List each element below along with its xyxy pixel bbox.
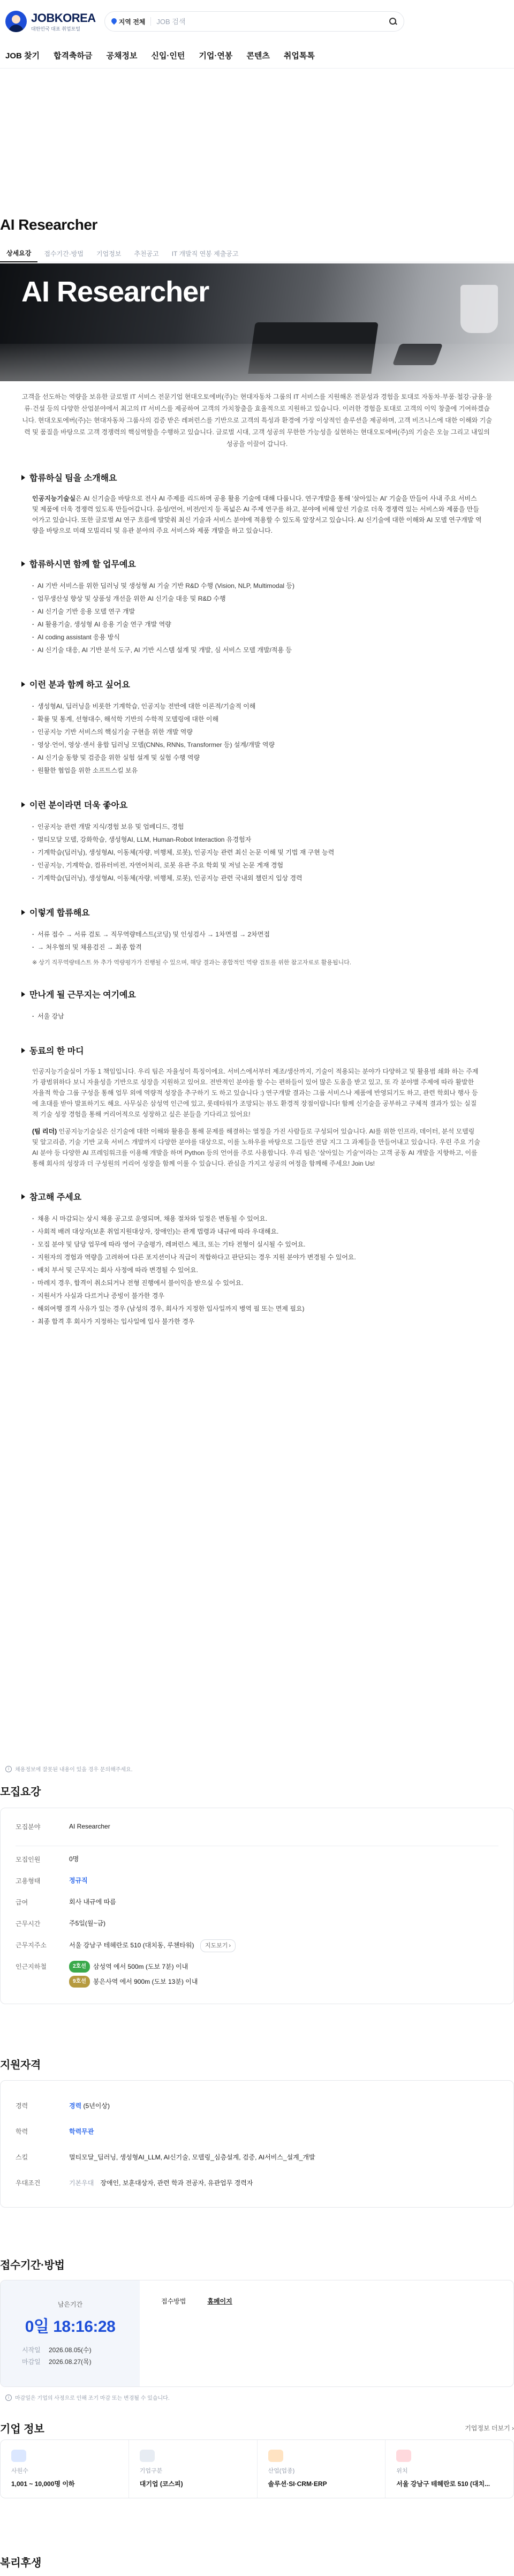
section-colleague	[21, 1044, 493, 1169]
preferred-value: 장애인, 보훈대상자, 관련 학과 전공자, 유관업무 경력자	[100, 2179, 253, 2187]
company-cell-value: 1,001 ~ 10,000명 이하	[11, 2480, 75, 2488]
list-item: · 사회적 배려 대상자(보훈 취업지원대상자, 장애인)는 관계 법령과 내규에 따라 우대해요.	[32, 1225, 482, 1238]
process-note: ※ 상기 직무역량테스트 外 추가 역량평가가 진행될 수 있으며, 해당 결과는 종합적인 역량 검토를 위한 참고자료로 활용됩니다.	[32, 960, 351, 966]
company-cell-type	[129, 2440, 258, 2498]
logo-title: JOBKOREA	[31, 11, 96, 25]
nav-item-public[interactable]: 공채정보	[106, 51, 138, 61]
req-label: 모집분야	[16, 1823, 41, 1831]
tab-detail[interactable]: 상세요강	[0, 244, 37, 262]
preferred-muted: 기본우대	[69, 2179, 94, 2187]
company-header	[0, 2420, 514, 2436]
detail-tabs	[0, 244, 514, 262]
list-item: · AI 기반 서비스를 위한 딥러닝 및 생성형 AI 기술 기반 R&D 수행 (Vision, NLP, Multimodal 등)	[32, 579, 482, 592]
list-item: · 기계학습(딥러닝), 생성형AI, 이동체(자량, 비행체, 로봇), 인공지능 관련 국내외 챌린지 입상 경력	[32, 872, 482, 885]
logo-subtitle: 대한민국 대표 취업포털	[31, 26, 80, 32]
page-title: AI Researcher	[0, 216, 97, 233]
section-title: 만나게 될 근무지는 여기예요	[29, 991, 136, 1000]
section-bullet-icon	[21, 1194, 25, 1199]
qual-label: 스킬	[16, 2153, 28, 2161]
req-label: 급여	[16, 1899, 28, 1906]
list-item: · 업무생산성 향상 및 상품성 개선을 위한 AI 신기술 대응 및 R&D 수행	[32, 592, 482, 605]
countdown-timer: 0일 18:16:28	[25, 2317, 116, 2336]
region-label: 지역 전체	[118, 18, 146, 26]
career-value: 경력	[69, 2102, 82, 2110]
nav-item-company[interactable]: 기업·연봉	[199, 51, 233, 61]
req-label: 모집인원	[16, 1856, 41, 1863]
section-title: 참고해 주세요	[29, 1193, 82, 1202]
section-title: 이렇게 합류해요	[29, 909, 90, 918]
req-label: 근무지주소	[16, 1942, 47, 1949]
qualifications-box	[0, 2080, 514, 2208]
process-step: · 서류 접수 → 서류 검토 → 직무역량테스트(코딩) 및 인성검사 → 1차면접 → 2차면접	[32, 928, 482, 941]
section-location	[21, 988, 493, 1023]
section-team	[21, 471, 493, 536]
skills-value: 멀티모달_딥러닝, 생성형AI_LLM, AI신기술, 모델링_심층설계, 검증, AI서비스_설계_개발	[69, 2153, 315, 2161]
company-cell-label: 산업(업종)	[268, 2468, 295, 2474]
search-icon[interactable]	[389, 17, 397, 26]
map-link-label: 지도보기	[205, 1943, 228, 1949]
req-row-employment	[16, 1875, 498, 1897]
qual-row-preferred	[16, 2170, 498, 2195]
info-icon: i	[5, 1766, 12, 1772]
req-row-address	[16, 1939, 498, 1961]
team-body: 은 AI 신기술을 바탕으로 전사 AI 주제를 리드하며 공용 활용 기술에 대해 다룹니다. 연구개발을 통해 '살아있는 AI' 기술을 만들어 사내 주요 서비스 및 제품에 더욱 경쟁력 있도록 만들어갑니다. 음성/언어, 비전/인지 등 폭넓은 AI 주제 연구를 하고, 분야에 비해 앞선 기술로 더욱 경쟁력 있는 서비스와 제품을 만들어가고 있습니다. 또한 글로벌 AI 연구 흐름에 발맞춰 최신 기술과 서비스 분야에 적용할 수 있도록 앞장서고 있습니다. AI 신기술에 대한 이해와 AI 모델 연구개발 역량을 바탕으로 미래 모빌리티 및 유관 분야의 주요 서비스와 제품 개발을 하고 있습니다.	[32, 495, 482, 534]
location-pin-icon	[396, 2450, 411, 2462]
req-row-subway	[16, 1961, 498, 1991]
search-bar	[104, 11, 404, 32]
tab-company[interactable]: 기업정보	[96, 250, 122, 258]
briefcase-icon	[268, 2450, 283, 2462]
station-text: 봉은사역 에서 900m (도보 13분) 이내	[93, 1978, 198, 1985]
tab-salary[interactable]: IT 개발직 연봉 제출공고	[171, 250, 239, 258]
hero-banner	[0, 263, 514, 381]
period-note	[5, 2393, 170, 2401]
req-row-salary	[16, 1897, 498, 1918]
list-item: · 최종 합격 후 회사가 지정하는 입사일에 입사 불가한 경우	[32, 1315, 482, 1328]
section-process	[21, 906, 493, 966]
qual-row-education	[16, 2118, 498, 2144]
tab-recommend[interactable]: 추천공고	[134, 250, 159, 258]
leader-label: (팀 리더)	[32, 1128, 57, 1135]
company-cell-location	[386, 2440, 513, 2498]
process-step: · → 처우협의 및 채용검진 → 최종 합격	[32, 941, 482, 954]
region-selector[interactable]	[111, 17, 146, 26]
end-date: 마감일 2026.08.27(목)	[22, 2358, 92, 2366]
leader-quote	[32, 1126, 482, 1169]
hero-cup-shape	[460, 285, 498, 333]
people-icon	[11, 2450, 26, 2462]
method-label: 접수방법	[161, 2298, 186, 2305]
section-title: 이런 분이라면 더욱 좋아요	[29, 801, 128, 810]
company-intro: 고객을 선도하는 역량을 보유한 글로벌 IT 서비스 전문기업 현대오토에버(주)는 현대자동차 그룹의 IT 서비스를 지원해온 전문성과 경험을 토대로 자동차·부품·철강·금융·물류·건설 등의 다양한 산업분야에서 최고의 IT 서비스를 제공하여 고객의 가치창출을 효율적으로 지원하고 있습니다. 이러한 경험을 토대로 고객의 이익 창출에 기여하겠습니다. 현대오토에버(주)는 현대자동차 그룹사의 검증 받은 레퍼런스를 기반으로 고객의 특성과 환경에 가장 이상적인 솔루션을 제공하며, 고객 비즈니스에 대한 이해와 기술력 및 품질을 바탕으로 고객 경쟁력의 핵심역할을 수행하고 있습니다. 글로벌 시대, 고객 성공의 무한한 가능성을 실현하는 현대오토에버(주)의 기술은 오늘 그리고 내일의 성공을 이끌어 갑니다.	[21, 393, 493, 448]
report-link[interactable]	[5, 1765, 133, 1773]
section-tasks	[21, 557, 493, 656]
req-row-field	[16, 1821, 498, 1842]
company-cell-industry	[258, 2440, 386, 2498]
section-bullet-icon	[21, 475, 25, 480]
hero-title: AI Researcher	[21, 276, 209, 308]
tab-period[interactable]: 접수기간·방법	[44, 250, 84, 258]
requirements-title: 모집요강	[0, 1786, 41, 1798]
building-icon	[140, 2450, 155, 2462]
period-box	[0, 2280, 514, 2387]
main-nav	[0, 43, 514, 69]
req-row-hours	[16, 1918, 498, 1939]
req-label: 인근지하철	[16, 1963, 47, 1970]
company-cell-label: 위치	[396, 2468, 408, 2474]
list-item: · AI coding assistant 응용 방식	[32, 631, 482, 644]
remaining-label: 남은기간	[57, 2300, 83, 2308]
apply-method	[140, 2280, 513, 2386]
list-item: · 기계학습(딥러닝), 생성형AI, 이동체(자량, 비행체, 로봇), 인공지능 관련 최신 논문 이해 및 기법 재 구현 능력	[32, 846, 482, 859]
section-bullet-icon	[21, 910, 25, 915]
qual-label: 경력	[16, 2102, 28, 2110]
search-divider	[150, 17, 151, 26]
chevron-right-icon: ›	[512, 2424, 514, 2432]
company-cell-employees	[1, 2440, 129, 2498]
list-item: · 영상·언어, 영상·센서 융합 딥러닝 모델(CNNs, RNNs, Transformer 등) 설계/개발 역량	[32, 738, 482, 751]
section-title: 합류하실 팀을 소개해요	[29, 474, 117, 483]
list-item: · 생성형AI, 딥러닝을 비롯한 기계학습, 인공지능 전반에 대한 이론적/기술적 이해	[32, 700, 482, 713]
company-cell-label: 기업구분	[139, 2468, 163, 2474]
company-title: 기업 정보	[0, 2423, 44, 2435]
list-item: · AI 활용기술, 생성형 AI 응용 기술 연구 개발 역량	[32, 618, 482, 631]
qual-row-skills	[16, 2144, 498, 2170]
section-bullet-icon	[21, 802, 25, 807]
team-name: 인공지능기술실	[32, 495, 76, 502]
company-cell-value: 솔루션·SI·CRM·ERP	[268, 2480, 327, 2488]
address-text: 서울 강남구 테헤란로 510 (대치동, 루첸타워)	[69, 1942, 194, 1949]
req-value: 정규직	[69, 1877, 88, 1884]
logo-mascot-icon	[5, 11, 27, 32]
req-label: 근무시간	[16, 1920, 41, 1928]
start-date: 시작일 2026.08.05(수)	[22, 2346, 92, 2354]
job-detail-content	[21, 391, 493, 1328]
info-icon: i	[5, 2394, 12, 2401]
nav-item-intern[interactable]: 신입·인턴	[151, 51, 185, 61]
company-cell-label: 사원수	[11, 2468, 28, 2474]
logo[interactable]	[5, 11, 96, 32]
list-item: · 채용 시 마감되는 상시 채용 공고로 운영되며, 채용 절차와 일정은 변동될 수 있어요.	[32, 1212, 482, 1225]
list-item: · 모집 분야 및 담당 업무에 따라 영어 구술평가, 레퍼런스 체크, 또는 기타 전형이 실시될 수 있어요.	[32, 1238, 482, 1251]
nav-item-talk[interactable]: 취업톡톡	[283, 51, 315, 61]
list-item: · 지원서가 사실과 다르거나 증빙이 불가한 경우	[32, 1289, 482, 1302]
station-text: 삼성역 에서 500m (도보 7분) 이내	[93, 1963, 188, 1970]
list-item: · 마레지 경우, 합격이 취소되거나 전형 진행에서 불이익을 받으실 수 있어요.	[32, 1276, 482, 1289]
list-item: · 해외여행 결격 사유가 있는 경우 (남성의 경우, 회사가 지정한 입사일까지 병역 필 또는 면제 필요)	[32, 1302, 482, 1315]
company-info-box	[0, 2439, 514, 2498]
top-header	[0, 0, 514, 43]
section-bullet-icon	[21, 682, 25, 687]
team-description	[32, 493, 482, 536]
list-item: · AI 신기술 기반 응용 모델 연구 개발	[32, 605, 482, 618]
list-item: · AI 신기술 대응, AI 기반 분석 도구, AI 기반 시스템 설계 및 개발, 심 서비스 모델 개발/적용 등	[32, 644, 482, 656]
company-more-link[interactable]: 기업정보 더보기 ›	[465, 2424, 514, 2432]
career-extra: (5년이상)	[83, 2102, 110, 2110]
location-item: · 서울 강남	[32, 1010, 482, 1023]
list-item: · 멀티모달 모델, 강화학습, 생성형AI, LLM, Human-Robot Interaction 유경험자	[32, 833, 482, 846]
req-value: 주5일(월~금)	[69, 1920, 106, 1927]
section-title: 동료의 한 마디	[29, 1047, 84, 1056]
chevron-right-icon: ›	[229, 1943, 231, 1949]
period-note-text: 마감일은 기업의 사정으로 인해 조기 마감 또는 변경될 수 있습니다.	[15, 2396, 170, 2401]
leader-body: 인공지능기술실은 신기술에 대한 이해와 활용을 통해 문제를 해결하는 열정을 가진 사람들로 구성되어 있습니다. AI를 위한 인프라, 데이터, 분석 모델링 및 알고리즘, 기술 기반 교육 서비스 개발까지 다양한 분야를 대상으로, 이를 노하우를 바탕으로 그들만 전담 지그 그 과제들을 만들어내고 있습니다. 우린 주요 기술 AI 분야 등 다양한 AI 프레임워크를 이용해 개발을 하며 Python 등의 언어를 주로 사용합니다. 우리 팀은 '살아있는 기술'이라는 고객 공동 AI 개발을 지향하고, 이를 통해 회사의 성장과 더 구성원의 커리어 성장을 함께 이룰 수 있습니다. 관심을 가지고 성공의 여정을 함께해 주세요! Join Us!	[32, 1128, 480, 1167]
nav-item-job[interactable]: JOB 찾기	[5, 51, 40, 61]
list-item: · AI 신기술 동향 및 검증을 위한 실험 설계 및 실험 수행 역량	[32, 751, 482, 764]
colleague-quote: 인공지능기술실이 가동 1 책임입니다. 우리 팀은 자율성이 특징이에요. 서비스에서부터 제조/생산까지, 기술이 적용되는 분야가 다양하고 및 활용범 쇄화 하는 주제가 광범위하다 보니 자율성을 기반으로 성장을 지원하고 있어요. 전반적인 분야를 할 수는 편하들이 있어 많은 도움을 받고 있고, 또 각 분야별 주제에 따라 활발한 자율적 학습 그룹 구성을 통해 업무 외에 역량적 성장을 추구하기 도 하고 있습니다 :) 연구개발 결과는 그룹 서비스나 제품에 반영되기도 하고, 관련 학회나 행사 등에 초대를 받아 발표하기도 해요. 사무실은 삼성역 인근에 있고, 롯데타워가 조망되는 뷰도 환경적 장점이랍니다! 함께 신기술을 공부하고 구체적 결과가 있는 실질적 기술 성장 경험을 통해 커리어적으로 성장하고 싶은 분들을 기다리고 있어요!	[32, 1068, 479, 1118]
qual-row-career	[16, 2092, 498, 2118]
report-text: 채용정보에 잘못된 내용이 있을 경우 문의해주세요.	[15, 1767, 133, 1773]
section-title: 이런 분과 함께 하고 싶어요	[29, 681, 130, 690]
period-title: 접수기간·방법	[0, 2260, 65, 2271]
section-bullet-icon	[21, 992, 25, 997]
station-item	[69, 1976, 498, 1988]
subway-line-badge: 9호선	[69, 1976, 90, 1988]
list-item: · 인공지능 관련 개발 지식/경험 보유 및 업베디드, 경험	[32, 820, 482, 833]
requirements-box	[0, 1808, 514, 2004]
homepage-apply-link[interactable]: 홈페이지	[207, 2298, 232, 2305]
list-item: · 지원자의 경험과 역량을 고려하여 다른 포지션이나 직급이 적합하다고 판단되는 경우 지원 분야가 변경될 수 있어요.	[32, 1251, 482, 1264]
section-bullet-icon	[21, 561, 25, 566]
req-label: 고용형태	[16, 1877, 41, 1885]
company-cell-value: 서울 강남구 테헤란로 510 (대치...	[396, 2480, 490, 2488]
req-row-headcount	[16, 1854, 498, 1875]
nav-item-reward[interactable]: 합격축하금	[54, 51, 93, 61]
location-pin-icon	[111, 18, 117, 25]
list-item: · 확률 및 통계, 선형대수, 해석학 기반의 수학적 모델링에 대한 이해	[32, 713, 482, 726]
section-qualifications	[21, 678, 493, 777]
education-value: 학력무관	[69, 2127, 94, 2135]
qual-label: 학력	[16, 2127, 28, 2135]
company-cell-value: 대기업 (코스피)	[139, 2480, 183, 2488]
req-value: 회사 내규에 따름	[69, 1898, 116, 1906]
list-item: · 인공지능 기반 서비스의 핵심기술 구현을 위한 개발 역량	[32, 726, 482, 738]
list-item: · 배치 부서 및 근무지는 회사 사정에 따라 변경될 수 있어요.	[32, 1264, 482, 1276]
list-item: · 인공지능, 기계학습, 컴퓨터비전, 자연어처리, 로봇 유관 주요 학회 및 저널 논문 게재 경험	[32, 859, 482, 872]
qualifications-title: 지원자격	[0, 2059, 41, 2071]
section-title: 합류하시면 함께 할 업무예요	[29, 560, 136, 569]
subway-line-badge: 2호선	[69, 1961, 90, 1973]
section-bullet-icon	[21, 1048, 25, 1053]
section-preferred	[21, 798, 493, 885]
section-notice	[21, 1190, 493, 1328]
hero-desk-shape	[0, 344, 514, 381]
benefits-title: 복리후생	[0, 2557, 42, 2569]
req-value: 0명	[69, 1855, 79, 1863]
list-item: · 원활한 협업을 위한 소프트스킬 보유	[32, 764, 482, 777]
period-countdown	[1, 2280, 140, 2386]
qual-label: 우대조건	[16, 2179, 41, 2187]
search-input[interactable]	[156, 18, 383, 26]
nav-item-content[interactable]: 콘텐츠	[246, 51, 270, 61]
req-value: AI Researcher	[69, 1823, 110, 1830]
station-item	[69, 1961, 498, 1973]
map-link-button[interactable]	[200, 1939, 236, 1952]
